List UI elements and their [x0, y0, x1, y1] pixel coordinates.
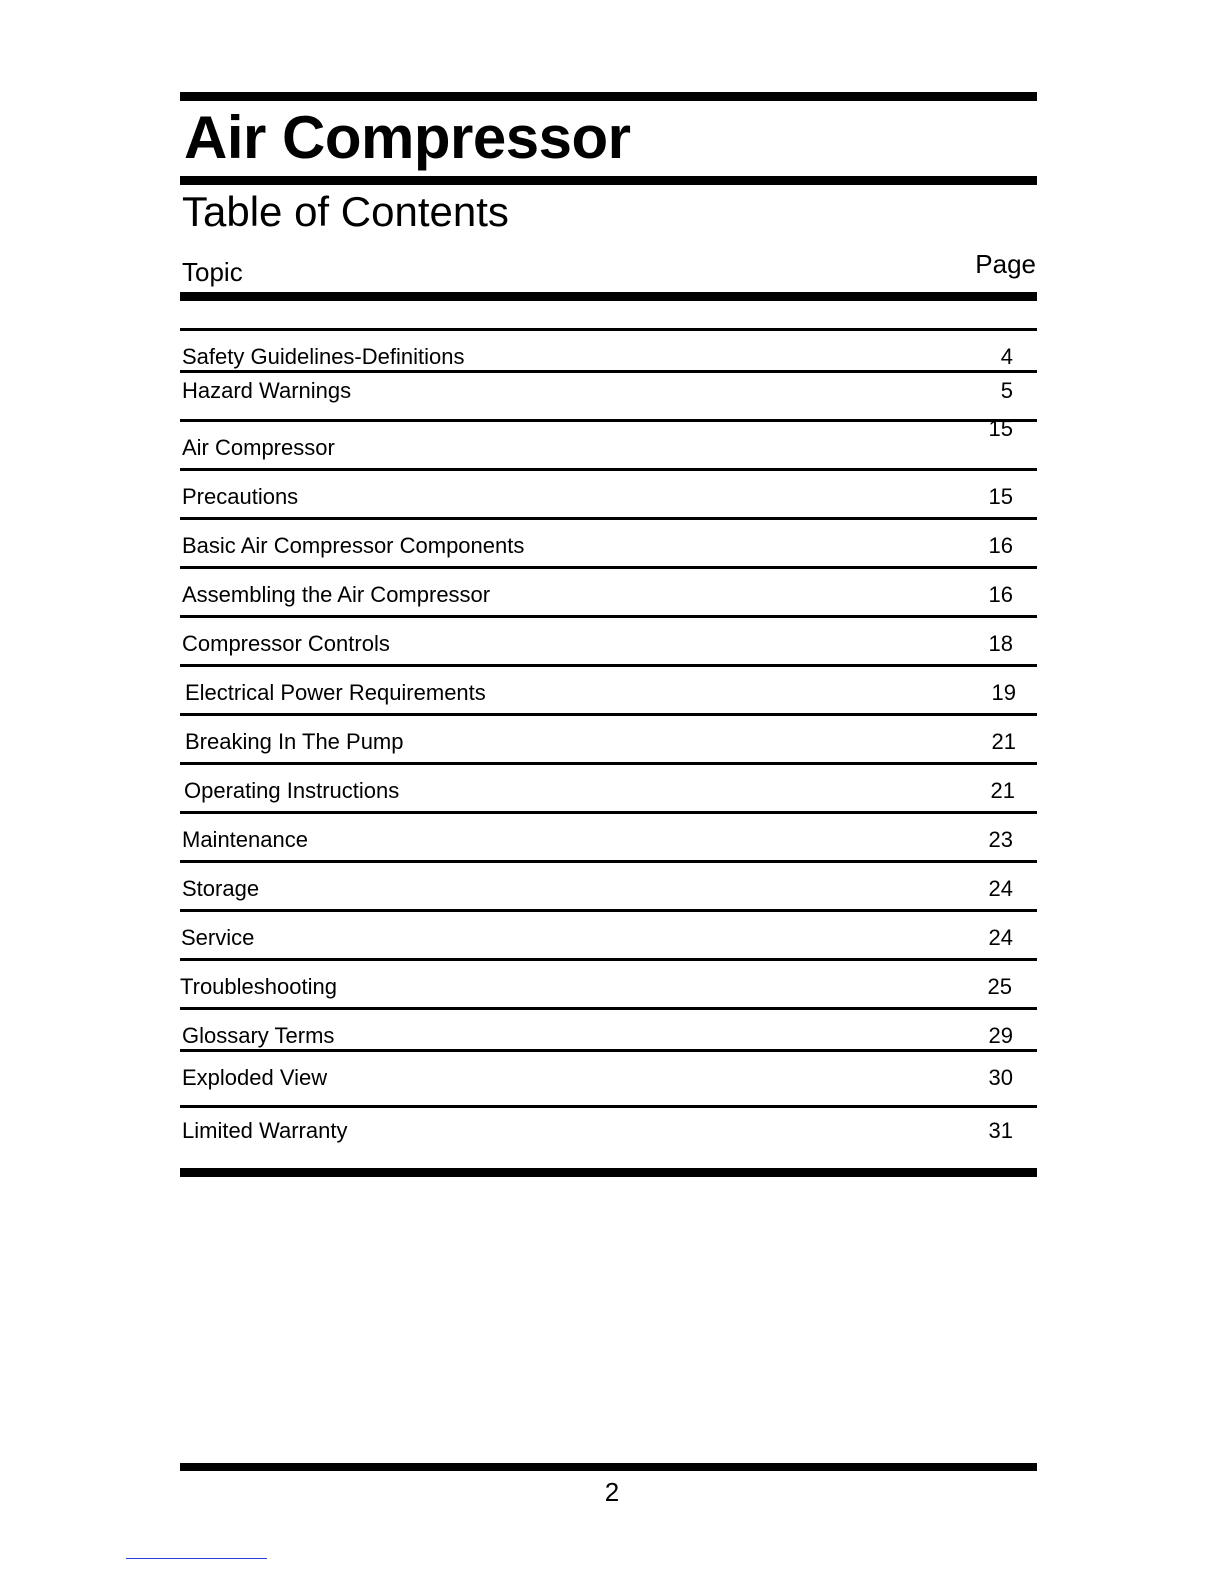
- toc-entry[interactable]: [180, 1007, 1037, 1049]
- toc-entry-page: 19: [991, 680, 1016, 705]
- toc-entry[interactable]: [180, 860, 1037, 909]
- toc-entry-page: 29: [988, 1023, 1013, 1048]
- toc-entry-topic: Operating Instructions: [184, 778, 400, 803]
- toc-entry-page: 24: [988, 876, 1013, 901]
- toc-entry[interactable]: [180, 416, 1037, 468]
- toc-entry-topic: Basic Air Compressor Components: [182, 533, 525, 558]
- toc-entry-topic: Limited Warranty: [182, 1118, 348, 1143]
- toc-entry-topic: Precautions: [182, 484, 299, 509]
- toc-entry-topic: Service: [181, 925, 255, 950]
- toc-entry-page: 5: [1000, 378, 1013, 403]
- toc-entry-topic: Electrical Power Requirements: [185, 680, 486, 705]
- toc-entry[interactable]: [180, 909, 1037, 958]
- toc-entry-page: 30: [988, 1065, 1013, 1090]
- toc-entry[interactable]: [180, 664, 1037, 713]
- footer-rule: [180, 1463, 1037, 1471]
- header-rule: [180, 292, 1037, 301]
- toc-entry-topic: Hazard Warnings: [182, 378, 352, 403]
- toc-entry-topic: Exploded View: [182, 1065, 328, 1090]
- toc-entry[interactable]: [180, 958, 1037, 1007]
- toc-entry[interactable]: [180, 811, 1037, 860]
- toc-entry-page: 21: [991, 729, 1016, 754]
- toc-entry[interactable]: [180, 762, 1037, 811]
- toc-entry-page: 31: [988, 1118, 1013, 1143]
- toc-entry[interactable]: [180, 713, 1037, 762]
- toc-entry-topic: Maintenance: [182, 827, 308, 852]
- document-title: Air Compressor: [184, 104, 631, 171]
- corner-underline: [126, 1558, 267, 1559]
- toc-heading: Table of Contents: [182, 188, 509, 235]
- toc-entry-page: 25: [987, 974, 1012, 999]
- toc-entry-topic: Breaking In The Pump: [185, 729, 404, 754]
- toc-entry-page: 16: [988, 533, 1013, 558]
- toc-entry-page: 21: [990, 778, 1015, 803]
- page-number: 2: [604, 1477, 620, 1507]
- toc-entry-topic: Compressor Controls: [182, 631, 390, 656]
- topic-column-header: Topic: [182, 257, 243, 287]
- toc-entry[interactable]: [180, 328, 1037, 370]
- toc-entry-topic: Storage: [182, 876, 260, 901]
- toc-entry-page: 24: [988, 925, 1013, 950]
- toc-entry[interactable]: [180, 1105, 1037, 1161]
- top-rule: [180, 92, 1037, 101]
- toc-entry-page: 15: [988, 484, 1013, 509]
- toc-entry-topic: Safety Guidelines-Definitions: [182, 344, 465, 369]
- title-rule: [180, 176, 1037, 185]
- toc-entry[interactable]: [180, 370, 1037, 419]
- toc-entry-topic: Troubleshooting: [180, 974, 337, 999]
- toc-entry-page: 18: [988, 631, 1013, 656]
- toc-entry[interactable]: [180, 468, 1037, 517]
- toc-entry-page: 16: [988, 582, 1013, 607]
- toc-entry-topic: Glossary Terms: [182, 1023, 335, 1048]
- toc-entry-topic: Assembling the Air Compressor: [182, 582, 491, 607]
- toc-entry[interactable]: [180, 615, 1037, 664]
- toc-entry-topic: Air Compressor: [182, 435, 335, 460]
- toc-entry-page: 23: [988, 827, 1013, 852]
- toc-entry-page: 4: [1000, 344, 1013, 369]
- page-column-header: Page: [975, 249, 1036, 279]
- toc-entry[interactable]: [180, 1049, 1037, 1105]
- toc-list: [180, 328, 1037, 1161]
- toc-entry[interactable]: [180, 566, 1037, 615]
- toc-entry-page: 15: [988, 416, 1013, 441]
- toc-entry[interactable]: [180, 517, 1037, 566]
- toc-end-rule: [180, 1168, 1037, 1177]
